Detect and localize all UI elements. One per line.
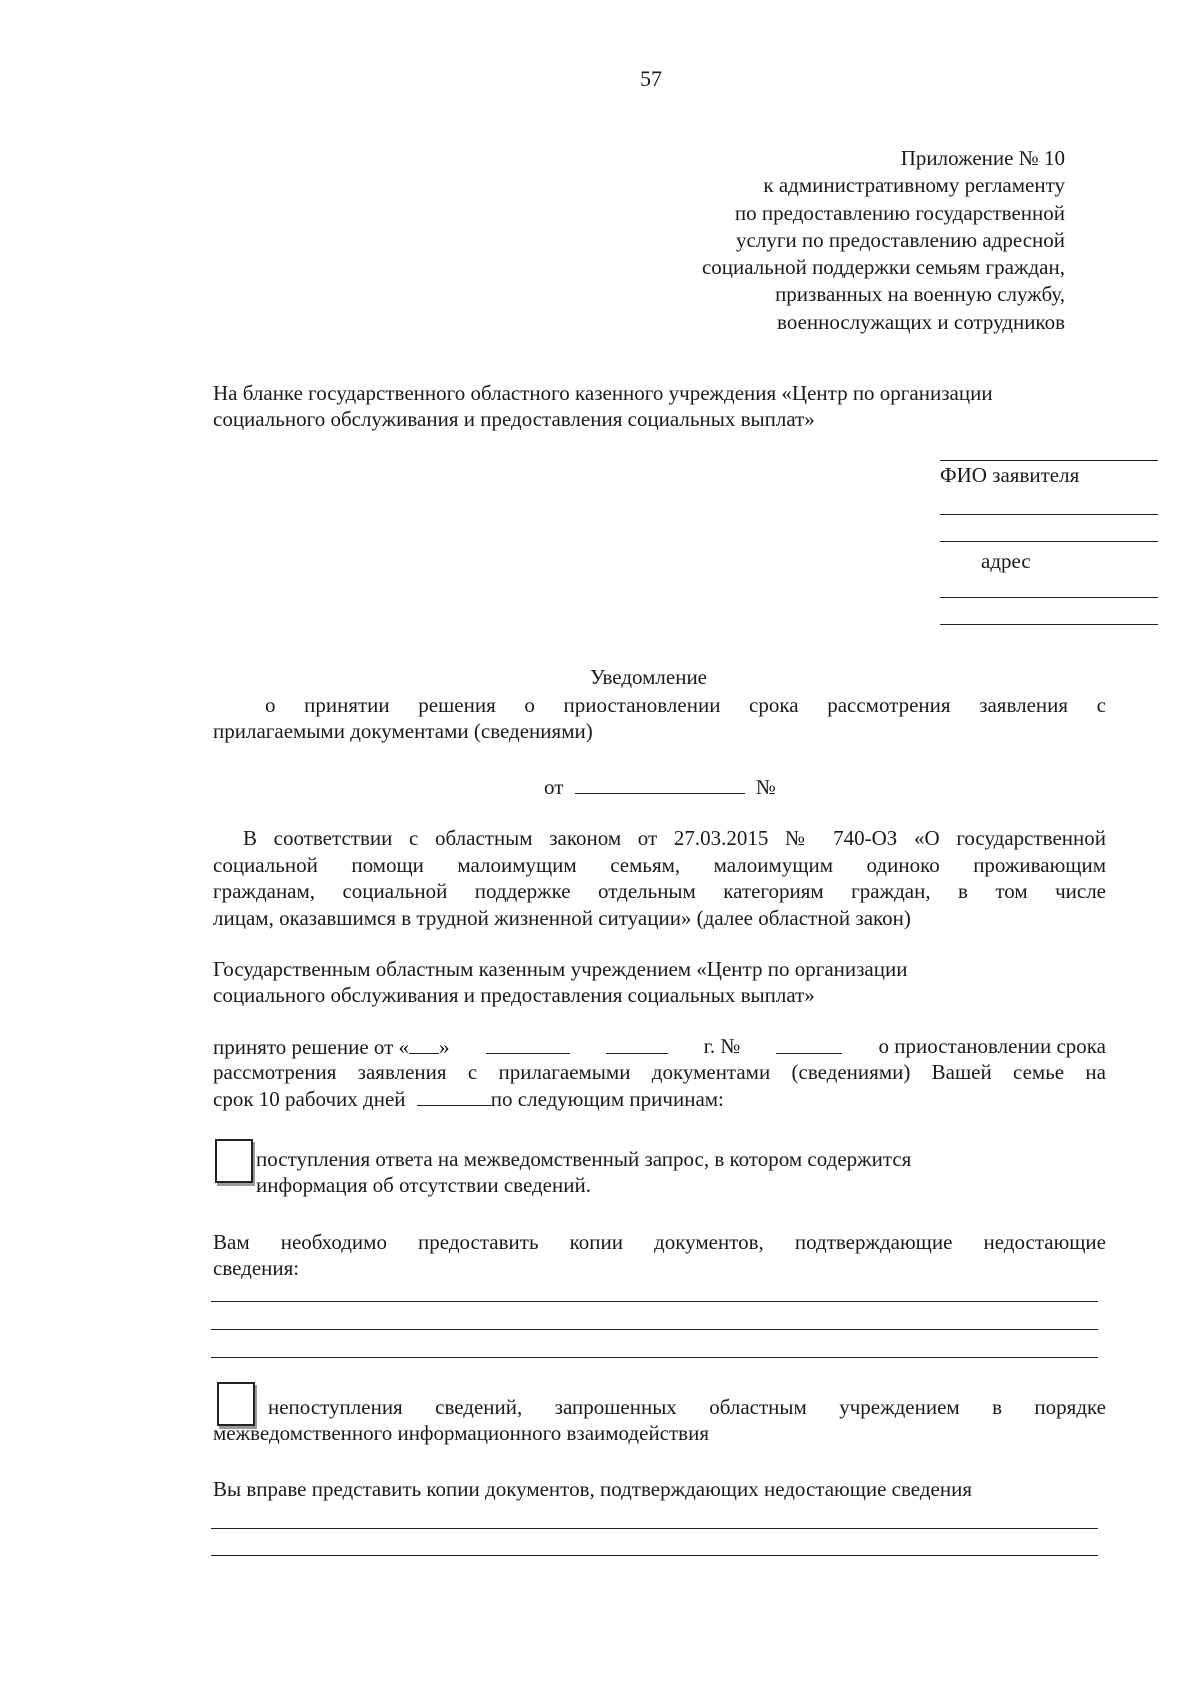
reason-1-line: информация об отсутствии сведений. — [256, 1173, 591, 1197]
reason-1-checkbox[interactable] — [215, 1139, 253, 1183]
number-sign: № — [755, 775, 776, 799]
decision-number-blank — [776, 1033, 842, 1054]
decision-text-f: по следующим причинам: — [490, 1087, 724, 1111]
request-2-line: Вы вправе представить копии документов, подтверждающих недостающие сведения — [213, 1477, 972, 1501]
decision-line-2: рассмотрения заявления с прилагаемыми документами (сведениями) Вашей семье на — [213, 1060, 1106, 1084]
decision-line-2-wrap — [213, 1059, 1106, 1085]
letterhead-line: социального обслуживания и предоставления социальных выплат» — [213, 407, 815, 431]
appendix-line: по предоставлению государственной — [734, 200, 1065, 225]
appendix-line: к административному регламенту — [763, 173, 1065, 198]
law-line: В соответствии с областным законом от 27.03.2015 № 740-ОЗ «О государственной — [243, 826, 1106, 850]
letterhead-line: На бланке государственного областного казенного учреждения «Центр по организации — [213, 381, 993, 405]
fill-line — [211, 1555, 1098, 1556]
appendix-line: военнослужащих и сотрудников — [777, 309, 1065, 334]
fill-line — [211, 1528, 1098, 1529]
reason-2-line-1-wrap — [268, 1394, 1106, 1420]
institution-line: Государственным областным казенным учреждением «Центр по организации — [213, 957, 908, 981]
month-blank — [486, 1033, 570, 1054]
appendix-line: призванных на военную службу, — [775, 282, 1065, 307]
appendix-line: Приложение № 10 — [900, 146, 1065, 170]
date-blank — [575, 773, 745, 794]
institution-line: социального обслуживания и предоставления социальных выплат» — [213, 983, 815, 1007]
law-line: социальной помощи малоимущим семьям, малоимущим одиноко проживающим — [213, 852, 1106, 877]
fill-line — [211, 1357, 1098, 1358]
decision-line-3 — [213, 1085, 724, 1112]
request-1 — [213, 1229, 1106, 1281]
law-line: лицам, оказавшимся в трудной жизненной ситуации» (далее областной закон) — [213, 905, 911, 930]
from-label: от — [544, 775, 564, 799]
decision-text — [213, 1033, 450, 1060]
blank-line — [940, 597, 1158, 598]
request-1-line: сведения: — [213, 1256, 300, 1280]
year-blank — [606, 1033, 668, 1054]
reason-2-line: межведомственного информационного взаимодействия — [213, 1421, 709, 1445]
blank-line — [940, 624, 1158, 625]
fill-line — [211, 1301, 1098, 1302]
law-paragraph — [213, 825, 1106, 931]
notice-title: Уведомление — [590, 665, 708, 689]
date-number-row — [544, 773, 776, 800]
fio-line-top — [940, 460, 1158, 461]
law-line: гражданам, социальной поддержке отдельным категориям граждан, в том числе — [213, 879, 1106, 903]
appendix-line: услуги по предоставлению адресной — [736, 227, 1065, 252]
notice-subtitle-line: о принятии решения о приостановлении срока рассмотрения заявления с — [265, 693, 1106, 717]
notice-subtitle — [213, 692, 1106, 744]
decision-text-e: срок 10 рабочих дней — [213, 1087, 406, 1111]
decision-text-b: » — [439, 1035, 450, 1059]
fio-label: ФИО заявителя — [940, 463, 1080, 487]
days-blank — [417, 1085, 491, 1106]
decision-text-d: о приостановлении срока — [878, 1034, 1106, 1058]
address-line-top — [940, 541, 1158, 542]
blank-line — [940, 514, 1158, 515]
notice-subtitle-line: прилагаемыми документами (сведениями) — [213, 719, 593, 743]
decision-text-c: г. № — [703, 1034, 741, 1058]
appendix-line: социальной поддержки семьям граждан, — [701, 255, 1065, 280]
request-1-line: Вам необходимо предоставить копии документов, подтверждающие недостающие — [213, 1230, 1106, 1254]
address-label: адрес — [981, 549, 1031, 573]
reason-1-line: поступления ответа на межведомственный запрос, в котором содержится — [256, 1147, 912, 1171]
day-blank — [409, 1033, 439, 1054]
page-number: 57 — [640, 66, 662, 91]
decision-line-1 — [213, 1033, 1106, 1060]
reason-2-line: непоступления сведений, запрошенных областным учреждением в порядке — [268, 1395, 1106, 1419]
fill-line — [211, 1329, 1098, 1330]
decision-text-a: принято решение от « — [213, 1035, 410, 1059]
appendix-block — [702, 145, 1065, 336]
